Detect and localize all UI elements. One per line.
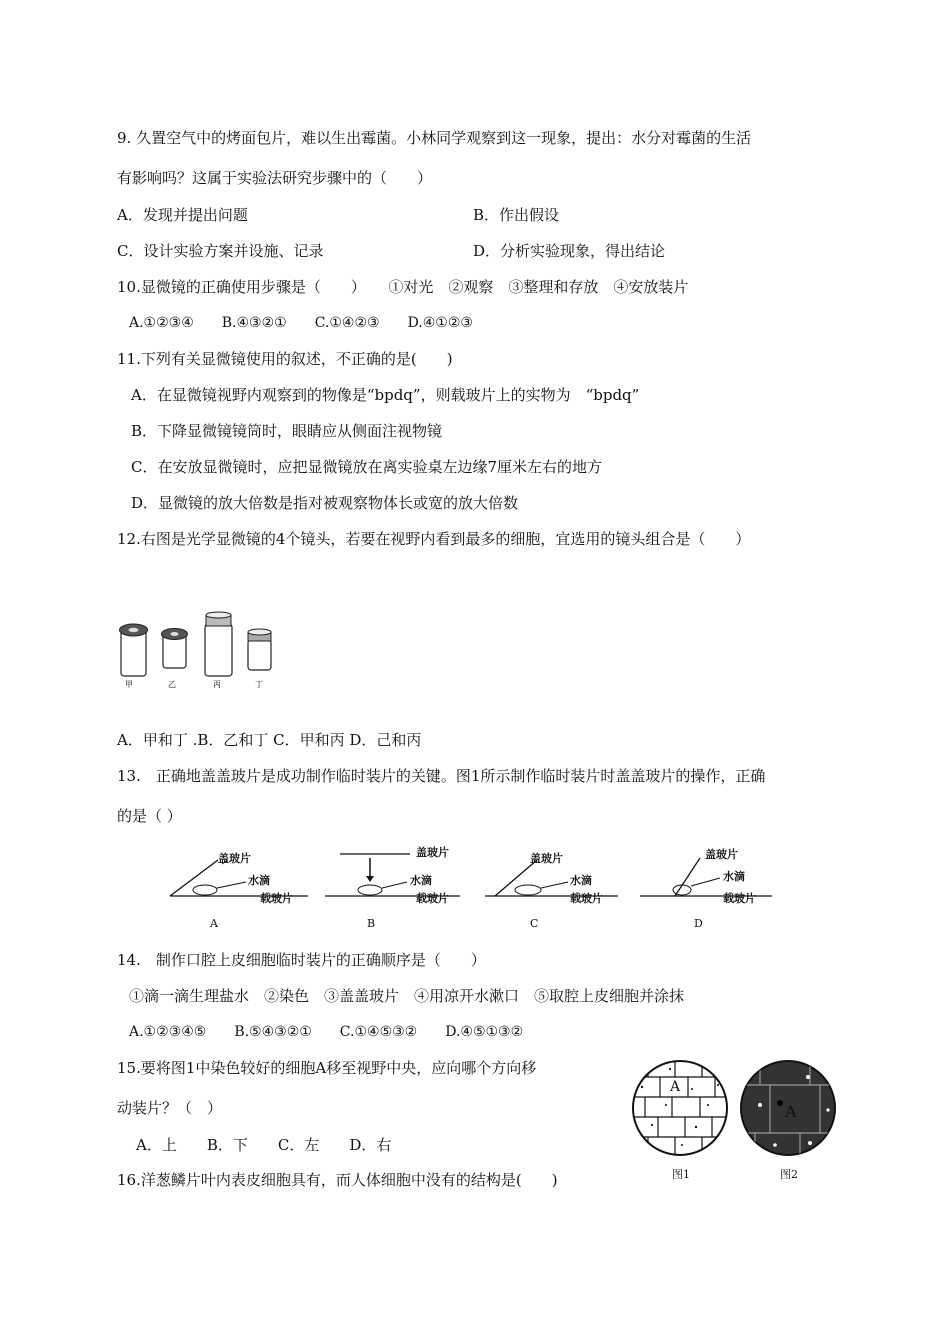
lens-label-jia: 甲 xyxy=(125,680,133,689)
lens-label-ding: 丁 xyxy=(255,680,263,689)
figure-2-caption: 图2 xyxy=(780,1168,798,1181)
panel-b-cover-label: 盖玻片 xyxy=(416,846,449,859)
lens-figure xyxy=(110,610,290,690)
lens-bing xyxy=(205,612,232,676)
panel-c-letter: C xyxy=(530,917,539,930)
q11-stem: 11.下列有关显微镜使用的叙述，不正确的是( ) xyxy=(117,350,453,368)
q9-option-d: D．分析实验现象，得出结论 xyxy=(473,242,666,260)
q13-stem-line1: 13. 正确地盖盖玻片是成功制作临时装片的关键。图1所示制作临时装片时盖盖玻片的操作，正确 xyxy=(117,767,766,785)
lens-ding xyxy=(248,629,271,670)
lens-label-bing: 丙 xyxy=(213,680,221,689)
q9-option-b: B．作出假设 xyxy=(473,206,560,224)
q9-option-c: C．设计实验方案并设施、记录 xyxy=(117,242,324,260)
q15-options: A．上 B．下 C．左 D．右 xyxy=(136,1136,392,1154)
q11-option-d: D．显微镜的放大倍数是指对被观察物体长或宽的放大倍数 xyxy=(131,494,519,512)
q9-stem-line1: 9. 久置空气中的烤面包片，难以生出霉菌。小林同学观察到这一现象，提出：水分对霉菌的生活 xyxy=(117,129,752,147)
panel-b-letter: B xyxy=(367,917,376,930)
q14-steps: ①滴一滴生理盐水 ②染色 ③盖盖玻片 ④用凉开水漱口 ⑤取腔上皮细胞并涂抹 xyxy=(129,987,685,1005)
q14-options: A.①②③④⑤ B.⑤④③②① C.①④⑤③② D.④⑤①③② xyxy=(129,1024,524,1040)
panel-a-cover-label: 盖玻片 xyxy=(218,852,251,865)
panel-a xyxy=(170,851,308,930)
q12-options: A．甲和丁 .B．乙和丁 C．甲和丙 D．己和丙 xyxy=(117,731,422,749)
panel-a-water-label: 水滴 xyxy=(248,874,270,887)
panel-c xyxy=(485,851,618,930)
figure-2-cell-label: A xyxy=(785,1102,797,1121)
lens-label-yi: 乙 xyxy=(168,680,176,689)
q10-options: A.①②③④ B.④③②① C.①④②③ D.④①②③ xyxy=(129,315,473,331)
q9-option-a: A．发现并提出问题 xyxy=(117,206,248,224)
panel-d xyxy=(640,847,772,930)
lens-jia xyxy=(120,624,148,676)
panel-a-letter: A xyxy=(210,917,218,930)
q14-stem: 14. 制作口腔上皮细胞临时装片的正确顺序是（ ） xyxy=(117,951,486,969)
lens-yi xyxy=(162,629,188,669)
figure-1-field xyxy=(630,1055,730,1165)
q12-stem: 12.右图是光学显微镜的4个镜头，若要在视野内看到最多的细胞，宜选用的镜头组合是（ ） xyxy=(117,530,751,548)
cell-figures xyxy=(630,1055,845,1185)
panel-d-letter: D xyxy=(694,917,703,930)
panel-a-slide-label: 载玻片 xyxy=(260,892,293,905)
q10-stem: 10.显微镜的正确使用步骤是（ ） ①对光 ②观察 ③整理和存放 ④安放装片 xyxy=(117,278,689,296)
panel-b-slide-label: 载玻片 xyxy=(416,892,449,905)
panel-c-water-label: 水滴 xyxy=(570,874,592,887)
q15-stem-line2: 动装片？（ ） xyxy=(117,1099,223,1117)
figure-1-cell-label: A xyxy=(670,1079,681,1095)
panel-c-slide-label: 载玻片 xyxy=(570,892,603,905)
panel-d-slide-label: 载玻片 xyxy=(723,892,756,905)
q15-stem-line1: 15.要将图1中染色较好的细胞A移至视野中央，应向哪个方向移 xyxy=(117,1059,537,1077)
q11-option-b: B．下降显微镜镜筒时，眼睛应从侧面注视物镜 xyxy=(131,422,443,440)
panel-d-water-label: 水滴 xyxy=(723,870,745,883)
panel-c-cover-label: 盖玻片 xyxy=(530,852,563,865)
q11-option-c: C．在安放显微镜时，应把显微镜放在离实验桌左边缘7厘米左右的地方 xyxy=(131,458,603,476)
q16-stem: 16.洋葱鳞片叶内表皮细胞具有，而人体细胞中没有的结构是( ) xyxy=(117,1171,558,1189)
panel-d-cover-label: 盖玻片 xyxy=(705,848,738,861)
q9-stem-line2: 有影响吗？这属于实验法研究步骤中的（ ） xyxy=(117,169,433,187)
coverslip-figure xyxy=(160,840,780,935)
q11-option-a: A．在显微镜视野内观察到的物像是“bpdq”，则载玻片上的实物为 “bpdq” xyxy=(131,386,640,404)
panel-b-water-label: 水滴 xyxy=(410,874,432,887)
figure-1-caption: 图1 xyxy=(672,1168,690,1181)
q13-stem-line2: 的是（ ） xyxy=(117,807,182,825)
figure-2-field xyxy=(740,1055,840,1165)
panel-b xyxy=(325,845,460,930)
